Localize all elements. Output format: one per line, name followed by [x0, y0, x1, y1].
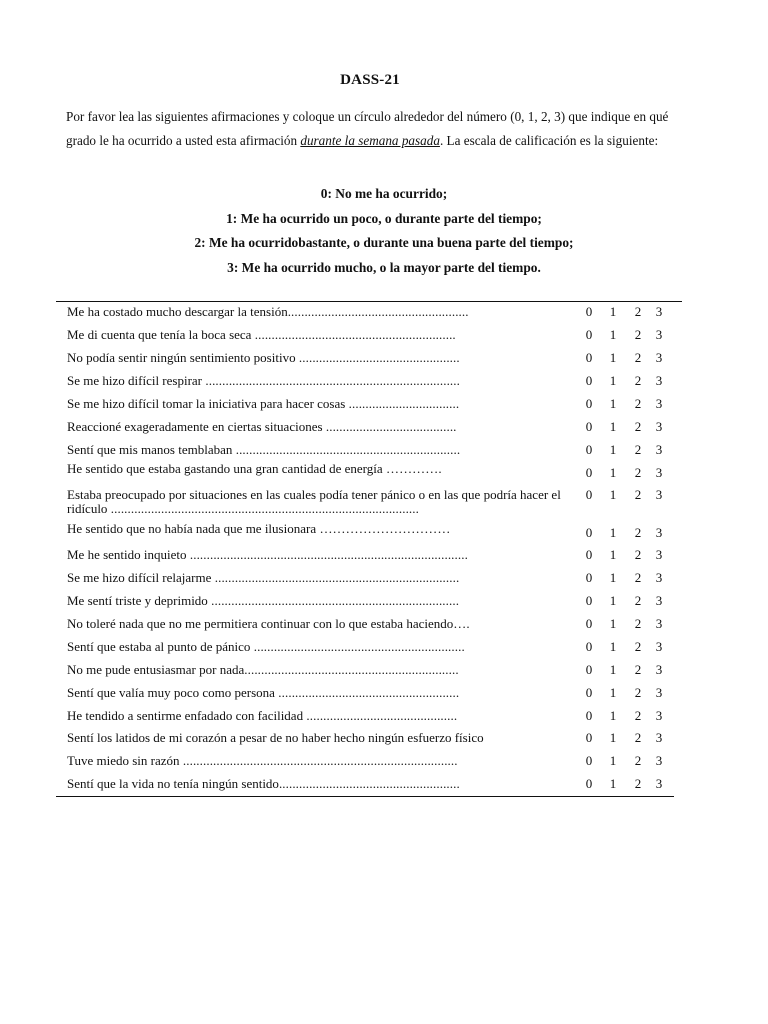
response-option-1[interactable]: 1	[609, 730, 617, 745]
response-option-3[interactable]: 3	[655, 570, 663, 585]
response-option-3[interactable]: 3	[655, 547, 663, 562]
question-text	[67, 548, 567, 562]
response-option-2[interactable]: 2	[634, 396, 642, 411]
response-option-1[interactable]: 1	[609, 373, 617, 388]
response-option-3[interactable]: 3	[655, 373, 663, 388]
response-option-1[interactable]: 1	[609, 708, 617, 723]
question-leader-dots: ......................................................	[278, 777, 460, 791]
response-option-2[interactable]: 2	[634, 465, 642, 480]
question-statement: Me he sentido inquieto	[67, 548, 187, 562]
response-option-2[interactable]: 2	[634, 593, 642, 608]
instructions-period: durante la semana pasada	[300, 133, 440, 148]
response-option-0[interactable]: 0	[585, 304, 593, 319]
response-option-2[interactable]: 2	[634, 304, 642, 319]
question-text	[67, 462, 567, 476]
instructions-text-end: . La escala de calificación es la siguiente:	[439, 133, 659, 148]
response-option-0[interactable]: 0	[585, 350, 593, 365]
question-text	[67, 328, 567, 342]
response-option-1[interactable]: 1	[609, 593, 617, 608]
response-option-2[interactable]: 2	[634, 373, 642, 388]
response-option-2[interactable]: 2	[634, 442, 642, 457]
question-statement: Me ha costado mucho descargar la tensión	[67, 305, 288, 319]
question-statement: Sentí que mis manos temblaban	[67, 443, 233, 457]
question-statement: He tendido a sentirme enfadado con facilidad	[67, 709, 304, 723]
response-option-1[interactable]: 1	[609, 304, 617, 319]
response-option-3[interactable]: 3	[655, 396, 663, 411]
question-statement: Sentí los latidos de mi corazón a pesar de no haber hecho ningún esfuerzo físico	[67, 731, 484, 745]
response-option-0[interactable]: 0	[585, 525, 593, 540]
question-leader-dots: ................................................	[295, 351, 460, 365]
response-option-0[interactable]: 0	[585, 570, 593, 585]
response-option-2[interactable]: 2	[634, 662, 642, 677]
question-statement: No me pude entusiasmar por nada	[67, 663, 245, 677]
response-option-3[interactable]: 3	[655, 708, 663, 723]
response-option-3[interactable]: 3	[655, 662, 663, 677]
response-option-0[interactable]: 0	[585, 396, 593, 411]
response-option-2[interactable]: 2	[634, 753, 642, 768]
question-text	[67, 686, 567, 700]
response-option-0[interactable]: 0	[585, 753, 593, 768]
response-option-2[interactable]: 2	[634, 525, 642, 540]
question-leader-dots: ...............................................................	[250, 640, 465, 654]
question-statement: He sentido que estaba gastando una gran cantidad de energía	[67, 462, 383, 476]
scale-level-0: 0: No me ha ocurrido;	[320, 186, 448, 201]
response-option-0[interactable]: 0	[585, 639, 593, 654]
response-option-1[interactable]: 1	[609, 487, 617, 502]
question-leader-dots: ......................................................	[287, 305, 469, 319]
question-text	[67, 709, 567, 723]
instructions-text-start: Por favor lea las siguientes afirmaciones y coloque un círculo alrededor del número (0, 1, 2, 3) que indique en qué grado le ha ocurrido a usted esta afirmación	[66, 109, 669, 148]
response-option-0[interactable]: 0	[585, 419, 593, 434]
response-option-1[interactable]: 1	[609, 776, 617, 791]
response-option-3[interactable]: 3	[655, 304, 663, 319]
response-option-3[interactable]: 3	[655, 593, 663, 608]
question-text	[67, 443, 567, 457]
response-option-3[interactable]: 3	[655, 350, 663, 365]
response-option-0[interactable]: 0	[585, 616, 593, 631]
question-text	[67, 571, 567, 585]
response-option-1[interactable]: 1	[609, 442, 617, 457]
response-option-0[interactable]: 0	[585, 442, 593, 457]
question-text	[67, 777, 567, 791]
response-option-2[interactable]: 2	[634, 708, 642, 723]
question-statement: Me di cuenta que tenía la boca seca	[67, 328, 252, 342]
response-option-2[interactable]: 2	[634, 327, 642, 342]
question-leader-dots: ......................................................	[274, 686, 460, 700]
response-option-1[interactable]: 1	[609, 662, 617, 677]
response-option-3[interactable]: 3	[655, 616, 663, 631]
question-leader-dots: ….	[453, 617, 470, 631]
response-option-0[interactable]: 0	[585, 685, 593, 700]
response-option-0[interactable]: 0	[585, 730, 593, 745]
response-option-0[interactable]: 0	[585, 547, 593, 562]
response-option-3[interactable]: 3	[655, 525, 663, 540]
question-leader-dots: ............................................................................................	[107, 501, 419, 516]
question-leader-dots: .............................................	[303, 709, 458, 723]
response-option-3[interactable]: 3	[655, 487, 663, 502]
question-leader-dots: ............................................................................	[202, 374, 460, 388]
question-statement: No podía sentir ningún sentimiento positivo	[67, 351, 296, 365]
response-option-3[interactable]: 3	[655, 730, 663, 745]
response-option-0[interactable]: 0	[585, 708, 593, 723]
question-statement: Sentí que la vida no tenía ningún sentido	[67, 777, 279, 791]
question-statement: Sentí que valía muy poco como persona	[67, 686, 275, 700]
question-text	[67, 420, 567, 434]
question-text	[67, 731, 567, 745]
response-option-2[interactable]: 2	[634, 639, 642, 654]
response-option-1[interactable]: 1	[609, 525, 617, 540]
response-option-3[interactable]: 3	[655, 639, 663, 654]
response-option-2[interactable]: 2	[634, 350, 642, 365]
response-option-1[interactable]: 1	[609, 570, 617, 585]
question-text	[67, 351, 567, 365]
question-leader-dots: ..................................................................................	[179, 754, 458, 768]
question-text	[67, 754, 567, 768]
response-option-3[interactable]: 3	[655, 327, 663, 342]
question-leader-dots: ...................................................................	[232, 443, 461, 457]
question-text	[67, 522, 567, 536]
response-option-0[interactable]: 0	[585, 373, 593, 388]
response-option-1[interactable]: 1	[609, 327, 617, 342]
question-statement: Se me hizo difícil tomar la iniciativa para hacer cosas	[67, 397, 346, 411]
response-option-2[interactable]: 2	[634, 730, 642, 745]
table-bottom-rule	[56, 796, 674, 797]
response-option-3[interactable]: 3	[655, 442, 663, 457]
response-option-0[interactable]: 0	[585, 487, 593, 502]
question-text	[67, 594, 567, 608]
response-option-2[interactable]: 2	[634, 419, 642, 434]
question-leader-dots: ...................................................................................	[186, 548, 468, 562]
question-leader-dots: .........................................................................	[211, 571, 460, 585]
response-option-0[interactable]: 0	[585, 327, 593, 342]
question-statement: Sentí que estaba al punto de pánico	[67, 640, 251, 654]
response-option-1[interactable]: 1	[609, 639, 617, 654]
response-option-1[interactable]: 1	[609, 419, 617, 434]
question-text	[67, 488, 567, 516]
response-option-2[interactable]: 2	[634, 685, 642, 700]
response-option-0[interactable]: 0	[585, 465, 593, 480]
question-leader-dots: ..........................................................................	[207, 594, 460, 608]
question-text	[67, 397, 567, 411]
question-leader-dots: .......................................	[322, 420, 457, 434]
question-leader-dots: …………………………	[316, 522, 451, 536]
question-text	[67, 374, 567, 388]
question-text	[67, 640, 567, 654]
question-leader-dots: ................................................................	[244, 663, 459, 677]
question-leader-dots: ………….	[382, 462, 442, 476]
question-statement: Se me hizo difícil relajarme	[67, 571, 212, 585]
response-option-0[interactable]: 0	[585, 593, 593, 608]
response-option-2[interactable]: 2	[634, 570, 642, 585]
question-statement: Estaba preocupado por situaciones en las cuales podía tener pánico o en las que podría hacer el ridículo	[67, 487, 561, 516]
response-option-1[interactable]: 1	[609, 396, 617, 411]
response-option-0[interactable]: 0	[585, 776, 593, 791]
question-text	[67, 305, 567, 319]
response-option-2[interactable]: 2	[634, 547, 642, 562]
question-statement: No toleré nada que no me permitiera continuar con lo que estaba haciendo	[67, 617, 454, 631]
response-option-1[interactable]: 1	[609, 465, 617, 480]
response-option-3[interactable]: 3	[655, 419, 663, 434]
scale-level-3: 3: Me ha ocurrido mucho, o la mayor parte del tiempo.	[227, 259, 541, 275]
response-option-2[interactable]: 2	[634, 776, 642, 791]
response-option-1[interactable]: 1	[609, 616, 617, 631]
question-statement: He sentido que no había nada que me ilusionara	[67, 522, 317, 536]
response-option-1[interactable]: 1	[609, 685, 617, 700]
response-option-1[interactable]: 1	[609, 547, 617, 562]
question-statement: Tuve miedo sin razón	[67, 754, 180, 768]
response-option-3[interactable]: 3	[655, 753, 663, 768]
response-option-0[interactable]: 0	[585, 662, 593, 677]
question-text	[67, 663, 567, 677]
question-statement: Me sentí triste y deprimido	[67, 594, 208, 608]
question-leader-dots: .................................	[345, 397, 460, 411]
page-title-text: DASS-21	[340, 72, 400, 88]
response-option-3[interactable]: 3	[655, 465, 663, 480]
question-statement: Reaccioné exageradamente en ciertas situaciones	[67, 420, 323, 434]
scale-level-2: 2: Me ha ocurridobastante, o durante una buena parte del tiempo;	[194, 235, 574, 250]
response-option-1[interactable]: 1	[609, 350, 617, 365]
response-option-1[interactable]: 1	[609, 753, 617, 768]
response-option-2[interactable]: 2	[634, 616, 642, 631]
scale-level-1: 1: Me ha ocurrido un poco, o durante parte del tiempo;	[226, 210, 542, 226]
response-option-2[interactable]: 2	[634, 487, 642, 502]
question-text	[67, 617, 567, 631]
question-leader-dots: ............................................................	[251, 328, 456, 342]
question-statement: Se me hizo difícil respirar	[67, 374, 203, 388]
response-option-3[interactable]: 3	[655, 776, 663, 791]
response-option-3[interactable]: 3	[655, 685, 663, 700]
